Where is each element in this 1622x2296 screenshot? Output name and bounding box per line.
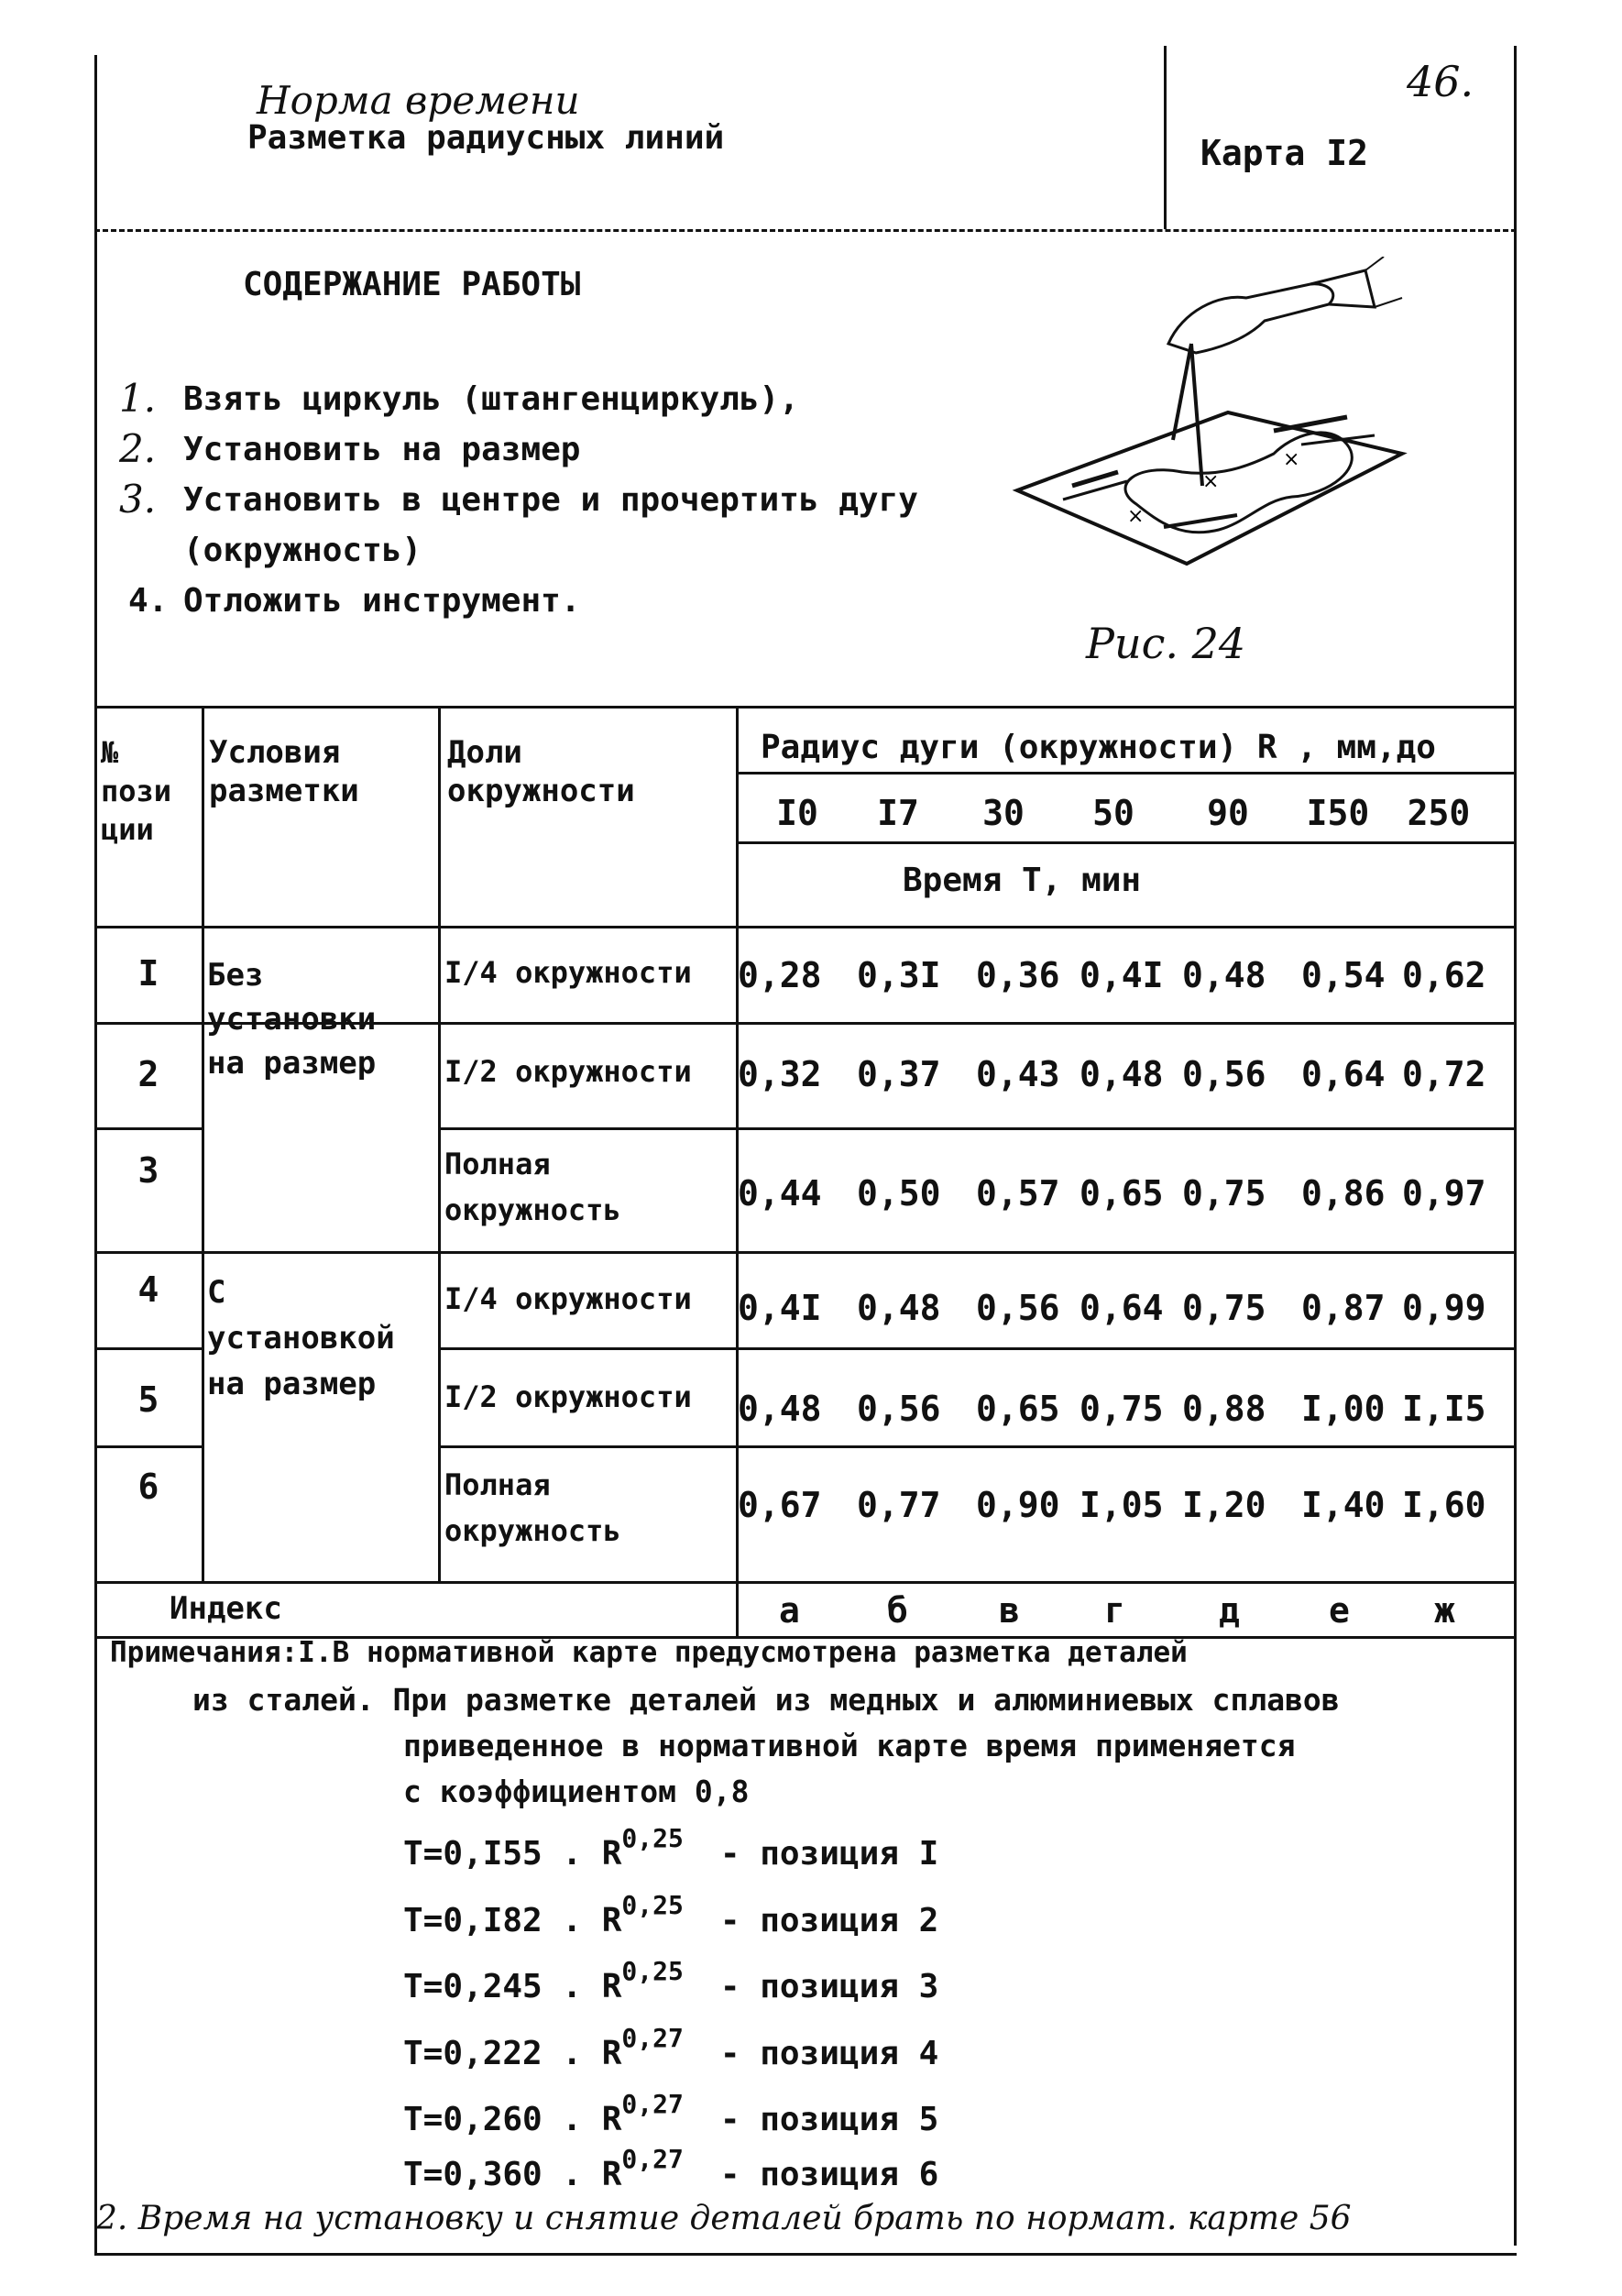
formula-expression: Т=0,245 . R bbox=[403, 1968, 622, 2005]
time-value-cell: 0,48 bbox=[857, 1288, 941, 1328]
table-line bbox=[738, 841, 1517, 844]
formula-row bbox=[403, 1823, 939, 1873]
formula-position: - позиция 6 bbox=[719, 2156, 939, 2193]
index-letter: а bbox=[779, 1590, 800, 1631]
table-line bbox=[94, 1581, 1517, 1584]
col-header-fraction bbox=[447, 733, 667, 810]
formula-position: - позиция 2 bbox=[719, 1902, 939, 1939]
row-fraction-text: Полная окружность bbox=[444, 1147, 621, 1227]
index-letter: д bbox=[1219, 1590, 1240, 1631]
row-fraction: I/4 окружности bbox=[444, 1281, 692, 1316]
compass-drawing-icon bbox=[999, 257, 1420, 587]
row-fraction: I/2 окружности bbox=[444, 1054, 692, 1089]
time-value-cell: 0,54 bbox=[1301, 955, 1386, 995]
time-value-cell: I,40 bbox=[1301, 1485, 1386, 1525]
time-value-cell: 0,56 bbox=[976, 1288, 1060, 1328]
formula-expression: Т=0,I82 . R bbox=[403, 1902, 622, 1939]
row-position: 5 bbox=[137, 1379, 159, 1420]
svg-text:×: × bbox=[1283, 448, 1300, 471]
time-value-cell: I,20 bbox=[1182, 1485, 1266, 1525]
time-value-cell: 0,64 bbox=[1301, 1054, 1386, 1094]
note-line: приведенное в нормативной карте время применяется bbox=[403, 1728, 1296, 1763]
step-text: Установить в центре и прочертить дугу bbox=[183, 481, 918, 519]
formula-exponent: 0,27 bbox=[621, 2144, 684, 2174]
col-header-conditions-text: Условия разметки bbox=[209, 734, 359, 809]
index-letter: в bbox=[999, 1590, 1020, 1631]
step-number: 1. bbox=[119, 376, 157, 421]
table-line bbox=[94, 1251, 1517, 1254]
group-condition bbox=[207, 953, 432, 1085]
formula-row bbox=[403, 2089, 939, 2138]
table-top-line bbox=[94, 706, 1517, 709]
table-line bbox=[94, 1127, 204, 1130]
time-value-cell: 0,37 bbox=[857, 1054, 941, 1094]
formula-position: - позиция 5 bbox=[719, 2101, 939, 2138]
col-header-conditions bbox=[209, 733, 433, 810]
table-line bbox=[440, 1347, 1517, 1350]
step-number: 2. bbox=[119, 426, 157, 471]
formula-position: - позиция I bbox=[719, 1835, 939, 1873]
time-value-cell: 0,28 bbox=[738, 955, 822, 995]
table-col-line bbox=[438, 706, 441, 1581]
table-col-line bbox=[202, 706, 204, 1581]
group-condition bbox=[207, 1269, 432, 1407]
table-line bbox=[440, 1127, 1517, 1130]
formula-row bbox=[403, 2144, 939, 2193]
time-value-cell: 0,65 bbox=[1080, 1173, 1164, 1214]
time-value-cell: 0,86 bbox=[1301, 1173, 1386, 1214]
time-value-cell: 0,48 bbox=[1080, 1054, 1164, 1094]
row-fraction: I/4 окружности bbox=[444, 955, 692, 990]
row-position: I bbox=[137, 953, 159, 994]
formula-row bbox=[403, 1890, 939, 1939]
step-text: Установить на размер bbox=[183, 431, 581, 468]
step-text: Отложить инструмент. bbox=[183, 582, 581, 620]
norm-label: Норма времени bbox=[257, 78, 580, 123]
step-text: Взять циркуль (штангенциркуль), bbox=[183, 380, 799, 418]
frame-right bbox=[1514, 46, 1517, 2246]
radius-value: I0 bbox=[776, 793, 818, 833]
formula-exponent: 0,25 bbox=[621, 1890, 684, 1920]
index-label: Индекс bbox=[170, 1590, 282, 1627]
row-fraction: I/2 окружности bbox=[444, 1379, 692, 1414]
time-value-cell: 0,57 bbox=[976, 1173, 1060, 1214]
step-number: 4. bbox=[128, 582, 169, 620]
time-value-cell: 0,77 bbox=[857, 1485, 941, 1525]
radius-value: 30 bbox=[982, 793, 1025, 833]
card-number: Карта I2 bbox=[1200, 133, 1369, 173]
group-condition-text: С установкой на размер bbox=[207, 1274, 395, 1402]
row-position: 2 bbox=[137, 1054, 159, 1094]
formula-expression: Т=0,222 . R bbox=[403, 2035, 622, 2072]
formula-position: - позиция 3 bbox=[719, 1968, 939, 2005]
header-divider bbox=[1164, 46, 1167, 229]
formula-row bbox=[403, 1956, 939, 2005]
row-fraction bbox=[444, 1141, 628, 1233]
frame-bottom bbox=[94, 2253, 1517, 2256]
time-value-cell: 0,75 bbox=[1182, 1173, 1266, 1214]
time-value-cell: 0,65 bbox=[976, 1389, 1060, 1429]
table-line bbox=[94, 926, 1517, 928]
formula-exponent: 0,27 bbox=[621, 2089, 684, 2119]
figure-caption: Рис. 24 bbox=[1086, 619, 1246, 668]
time-value-cell: 0,56 bbox=[1182, 1054, 1266, 1094]
radius-value: 90 bbox=[1207, 793, 1249, 833]
time-value-cell: 0,75 bbox=[1182, 1288, 1266, 1328]
col-header-fraction-text: Доли окружности bbox=[447, 734, 635, 809]
radius-value: I50 bbox=[1306, 793, 1370, 833]
table-line bbox=[440, 1445, 1517, 1448]
note-line: с коэффициентом 0,8 bbox=[403, 1774, 750, 1809]
time-header: Время Т, мин bbox=[903, 862, 1142, 899]
time-value-cell: 0,67 bbox=[738, 1485, 822, 1525]
formula-expression: Т=0,360 . R bbox=[403, 2156, 622, 2193]
content-heading: СОДЕРЖАНИЕ РАБОТЫ bbox=[243, 266, 581, 303]
time-value-cell: 0,75 bbox=[1080, 1389, 1164, 1429]
formula-row bbox=[403, 2023, 939, 2072]
time-value-cell: I,I5 bbox=[1402, 1389, 1486, 1429]
time-value-cell: 0,72 bbox=[1402, 1054, 1486, 1094]
page-title: Разметка радиусных линий bbox=[247, 119, 725, 157]
radius-value: 50 bbox=[1092, 793, 1134, 833]
page-number: 46. bbox=[1407, 57, 1474, 106]
note-line: Примечания:I.В нормативной карте предусмотрена разметка деталей bbox=[110, 1636, 1188, 1669]
time-value-cell: 0,44 bbox=[738, 1173, 822, 1214]
time-value-cell: 0,62 bbox=[1402, 955, 1486, 995]
time-value-cell: 0,36 bbox=[976, 955, 1060, 995]
row-fraction-text: Полная окружность bbox=[444, 1467, 621, 1548]
index-letter: б bbox=[887, 1590, 908, 1631]
time-value-cell: 0,48 bbox=[738, 1389, 822, 1429]
row-position: 4 bbox=[137, 1269, 159, 1310]
formula-position: - позиция 4 bbox=[719, 2035, 939, 2072]
time-value-cell: 0,32 bbox=[738, 1054, 822, 1094]
formula-expression: Т=0,260 . R bbox=[403, 2101, 622, 2138]
time-value-cell: I,00 bbox=[1301, 1389, 1386, 1429]
time-value-cell: 0,97 bbox=[1402, 1173, 1486, 1214]
index-letter: е bbox=[1329, 1590, 1350, 1631]
index-letter: г bbox=[1104, 1590, 1125, 1631]
index-letter: ж bbox=[1434, 1590, 1455, 1631]
note-line: из сталей. При разметке деталей из медных и алюминиевых сплавов bbox=[192, 1682, 1340, 1718]
formula-exponent: 0,25 bbox=[621, 1956, 684, 1986]
header-bottom-line bbox=[94, 229, 1517, 232]
radius-value: 250 bbox=[1407, 793, 1471, 833]
time-value-cell: 0,48 bbox=[1182, 955, 1266, 995]
row-fraction bbox=[444, 1462, 628, 1554]
radius-header: Радиус дуги (окружности) R , мм,до bbox=[761, 729, 1436, 766]
formula-exponent: 0,27 bbox=[621, 2023, 684, 2053]
time-value-cell: 0,90 bbox=[976, 1485, 1060, 1525]
step-number: 3. bbox=[119, 477, 157, 522]
time-value-cell: 0,50 bbox=[857, 1173, 941, 1214]
svg-text:×: × bbox=[1202, 470, 1220, 493]
step-text: (окружность) bbox=[183, 532, 422, 569]
svg-text:×: × bbox=[1127, 505, 1145, 528]
time-value-cell: I,05 bbox=[1080, 1485, 1164, 1525]
time-value-cell: I,60 bbox=[1402, 1485, 1486, 1525]
table-line bbox=[738, 772, 1517, 774]
table-line bbox=[94, 1445, 204, 1448]
formula-expression: Т=0,I55 . R bbox=[403, 1835, 622, 1873]
time-value-cell: 0,43 bbox=[976, 1054, 1060, 1094]
radius-value: I7 bbox=[877, 793, 919, 833]
time-value-cell: 0,64 bbox=[1080, 1288, 1164, 1328]
formula-exponent: 0,25 bbox=[621, 1823, 684, 1853]
time-value-cell: 0,4I bbox=[1080, 955, 1164, 995]
row-position: 6 bbox=[137, 1467, 159, 1507]
time-value-cell: 0,3I bbox=[857, 955, 941, 995]
time-value-cell: 0,4I bbox=[738, 1288, 822, 1328]
group-condition-text: Без установки на размер bbox=[207, 957, 377, 1082]
col-header-position-text: № пози ции bbox=[101, 735, 172, 847]
time-value-cell: 0,87 bbox=[1301, 1288, 1386, 1328]
handwritten-note: 2. Время на установку и снятие деталей брать по нормат. карте 56 bbox=[96, 2200, 1352, 2237]
row-position: 3 bbox=[137, 1150, 159, 1191]
table-line bbox=[94, 1347, 204, 1350]
col-header-position bbox=[101, 733, 200, 849]
time-value-cell: 0,88 bbox=[1182, 1389, 1266, 1429]
time-value-cell: 0,56 bbox=[857, 1389, 941, 1429]
time-value-cell: 0,99 bbox=[1402, 1288, 1486, 1328]
